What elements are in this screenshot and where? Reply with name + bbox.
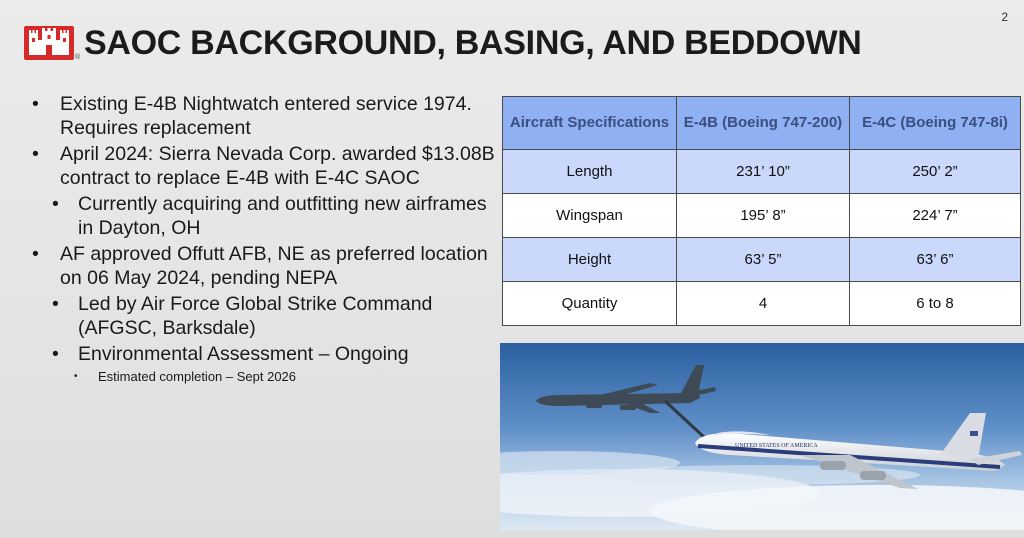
- table-cell: 4: [677, 282, 850, 326]
- aerial-refueling-photo: [500, 343, 1024, 530]
- page-number: 2: [1001, 10, 1008, 24]
- bullet-text: Led by Air Force Global Strike Command (AFGSC, Barksdale): [78, 293, 433, 339]
- sub-bullet-item: • Currently acquiring and outfitting new airframes in Dayton, OH: [52, 193, 487, 239]
- bullet-text: April 2024: Sierra Nevada Corp. awarded $13.08B contract to replace E-4B with E-4C SAOC: [60, 143, 495, 189]
- table-cell: 195’ 8”: [677, 194, 850, 238]
- sub-sub-bullet-item: • Estimated completion – Sept 2026: [74, 369, 297, 384]
- slide-title: SAOC BACKGROUND, BASING, AND BEDDOWN: [84, 24, 862, 62]
- table-row: [503, 282, 1021, 326]
- bullet-text: Estimated completion – Sept 2026: [98, 369, 297, 384]
- fuselage-lettering: UNITED STATES OF AMERICA: [735, 443, 818, 449]
- table-cell: Length: [503, 150, 677, 194]
- table-cell: 63’ 6”: [850, 238, 1021, 282]
- table-row: [503, 238, 1021, 282]
- table-cell: Quantity: [503, 282, 677, 326]
- castle-logo-icon: [24, 26, 74, 60]
- bullet-item: • April 2024: Sierra Nevada Corp. awarded $13.08B contract to replace E-4B with E-4C SAOC: [32, 143, 495, 189]
- sub-bullet-item: • Led by Air Force Global Strike Command (AFGSC, Barksdale): [52, 293, 433, 339]
- aircraft-illustration: [500, 343, 1024, 530]
- bullet-item: • AF approved Offutt AFB, NE as preferred location on 06 May 2024, pending NEPA: [32, 243, 488, 289]
- bullet-list: [30, 92, 500, 388]
- bullet-text: AF approved Offutt AFB, NE as preferred location on 06 May 2024, pending NEPA: [60, 243, 488, 289]
- table-header-cell: E-4B (Boeing 747-200): [677, 97, 850, 150]
- table-row: [503, 150, 1021, 194]
- table-cell: 6 to 8: [850, 282, 1021, 326]
- table-cell: 224’ 7”: [850, 194, 1021, 238]
- registered-mark-icon: ®: [75, 54, 81, 61]
- table-cell: Wingspan: [503, 194, 677, 238]
- table-header-row: [503, 97, 1021, 150]
- table-header-cell: Aircraft Specifications: [503, 97, 677, 150]
- table-cell: 231’ 10”: [677, 150, 850, 194]
- table-cell: Height: [503, 238, 677, 282]
- table-cell: 63’ 5”: [677, 238, 850, 282]
- sub-bullet-item: • Environmental Assessment – Ongoing: [52, 343, 409, 365]
- aircraft-specs-table: [502, 96, 1021, 326]
- table-row: [503, 194, 1021, 238]
- bullet-item: • Existing E-4B Nightwatch entered service 1974. Requires replacement: [32, 93, 472, 139]
- bullet-text: Environmental Assessment – Ongoing: [78, 343, 409, 365]
- table-cell: 250’ 2”: [850, 150, 1021, 194]
- table-header-cell: E-4C (Boeing 747-8i): [850, 97, 1021, 150]
- bullet-text: Existing E-4B Nightwatch entered service 1974. Requires replacement: [60, 93, 472, 139]
- bullet-text: Currently acquiring and outfitting new airframes in Dayton, OH: [78, 193, 487, 239]
